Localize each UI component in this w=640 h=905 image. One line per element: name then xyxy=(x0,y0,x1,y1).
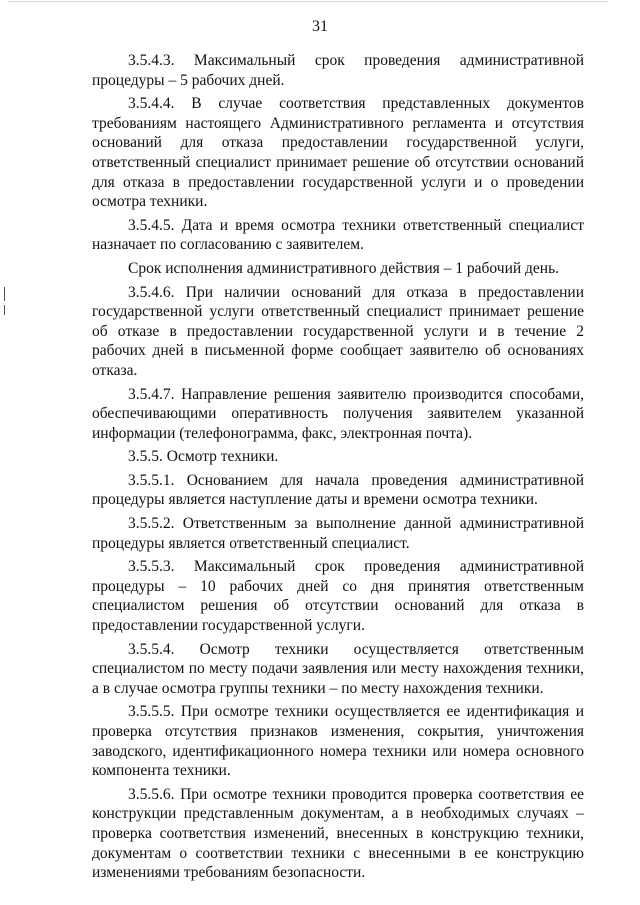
paragraph-3-5-4-7: 3.5.4.7. Направление решения заявителю производится способами, обеспечивающими оперативность получения заявителем указанной информации (телефонограмма, факс, электронная почта). xyxy=(92,385,584,442)
paragraph-3-5-4-4: 3.5.4.4. В случае соответствия представленных документов требованиям настоящего Административного регламента и отсутствия оснований для отказа предоставлении государственной услуги, ответственный специалист принимает решение об отсутствии оснований для отказа в предоставлении государственной услуги и о проведении осмотра техники. xyxy=(92,95,584,211)
paragraph-3-5-4-6: 3.5.4.6. При наличии оснований для отказа в предоставлении государственной услуги ответственный специалист принимает решение об отказе в предоставлении государственной услуги и в течение 2 рабочих дней в письменной форме сообщает заявителю об основаниях отказа. xyxy=(92,283,584,379)
paragraph-3-5-5-5: 3.5.5.5. При осмотре техники осуществляется ее идентификация и проверка отсутствия признаков изменения, сокрытия, уничтожения заводского, идентификационного номера техники или номера основного компонента техники. xyxy=(92,703,584,780)
paragraph-3-5-4-5: 3.5.4.5. Дата и время осмотра техники ответственный специалист назначает по согласованию с заявителем. xyxy=(92,216,584,254)
section-heading-3-5-5: 3.5.5. Осмотр техники. xyxy=(128,448,279,466)
paragraph-deadline: Срок исполнения административного действия – 1 рабочий день. xyxy=(128,259,560,277)
page-number: 31 xyxy=(312,18,328,35)
document-body xyxy=(92,51,584,887)
paragraph-3-5-5-3: 3.5.5.3. Максимальный срок проведения административной процедуры – 10 рабочих дней со дня принятия ответственным специалистом решения об отсутствии оснований для отказа в предоставлении государственной услуги. xyxy=(92,558,584,635)
paragraph-3-5-5-1: 3.5.5.1. Основанием для начала проведения административной процедуры является наступление даты и времени осмотра техники. xyxy=(92,471,584,509)
scan-top-edge-line xyxy=(8,1,608,2)
paragraph-3-5-4-3: 3.5.4.3. Максимальный срок проведения административной процедуры – 5 рабочих дней. xyxy=(92,52,584,89)
paragraph-3-5-5-4: 3.5.5.4. Осмотр техники осуществляется ответственным специалистом по месту подачи заявления или месту нахождения техники, а в случае осмотра группы техники – по месту нахождения техники. xyxy=(92,640,584,697)
margin-binding-mark xyxy=(4,287,5,301)
paragraph-3-5-5-2: 3.5.5.2. Ответственным за выполнение данной административной процедуры является ответственный специалист. xyxy=(92,515,584,552)
paragraph-3-5-5-6: 3.5.5.6. При осмотре техники проводится проверка соответствия ее конструкции представленным документам, а в необходимых случаях – проверка соответствия изменений, внесенных в конструкцию техники, документам о соответствии техники с внесенными в ее конструкцию изменениями требованиям безопасности. xyxy=(92,785,584,882)
margin-binding-mark xyxy=(4,305,5,315)
